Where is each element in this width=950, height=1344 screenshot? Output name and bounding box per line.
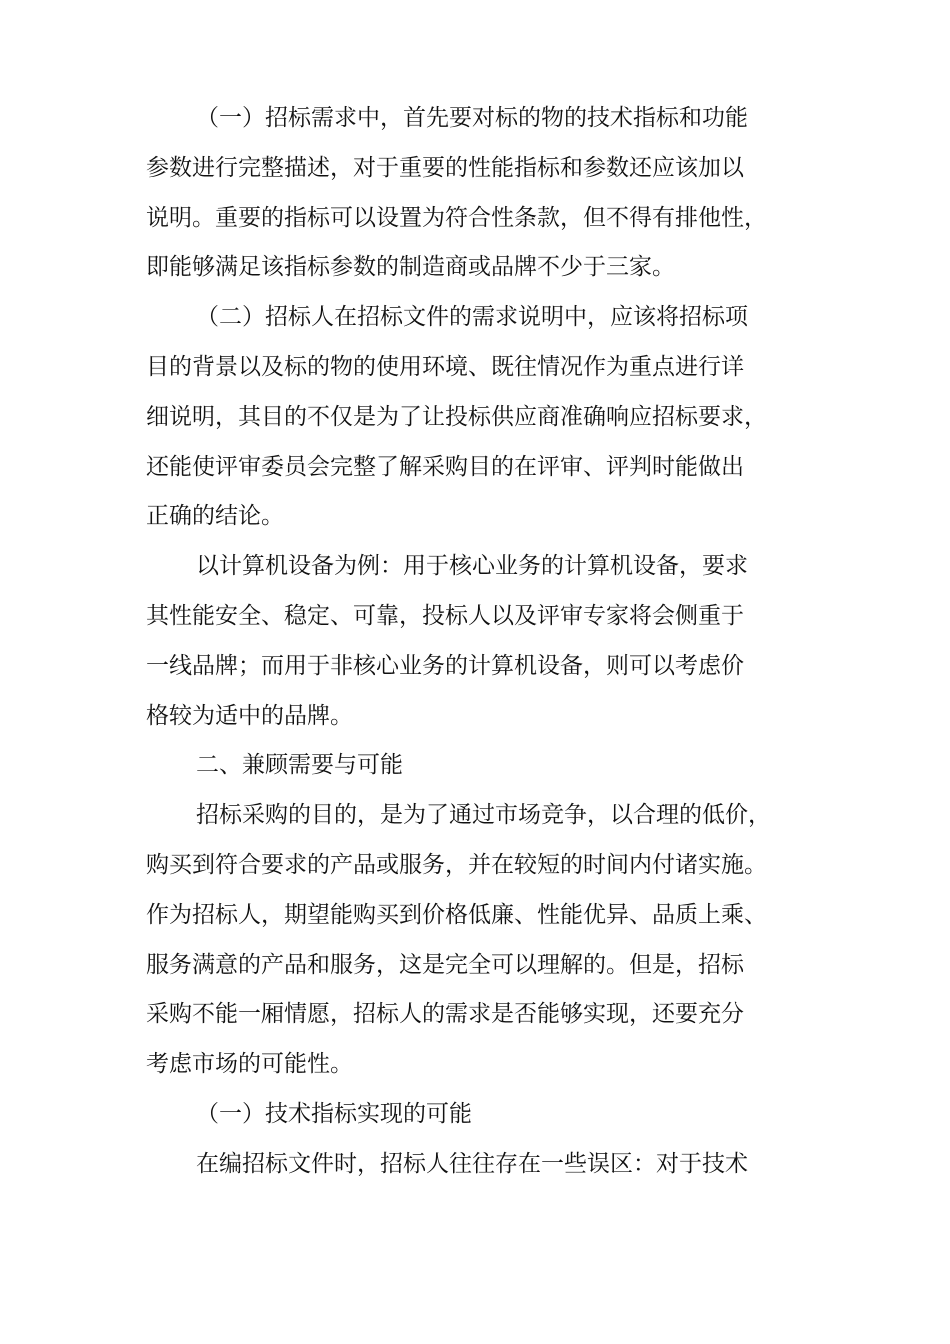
subsection-heading-text: （一）技术指标实现的可能 — [196, 1100, 472, 1127]
paragraph-line: 正确的结论。 — [146, 503, 284, 530]
paragraph-line: 格较为适中的品牌。 — [146, 702, 353, 729]
paragraph-line: 还能使评审委员会完整了解采购目的在评审、评判时能做出 — [146, 453, 744, 480]
section-heading-2 — [146, 741, 836, 791]
paragraph-line: 招标采购的目的，是为了通过市场竞争，以合理的低价， — [196, 802, 771, 829]
section-heading: 二、兼顾需要与可能 — [196, 752, 403, 779]
paragraph-4 — [146, 791, 836, 1090]
paragraph-line: （二）招标人在招标文件的需求说明中，应该将招标项 — [196, 304, 748, 331]
paragraph-line: 服务满意的产品和服务，这是完全可以理解的。但是，招标 — [146, 951, 744, 978]
document-body — [146, 94, 836, 1190]
paragraph-line: 其性能安全、稳定、可靠，投标人以及评审专家将会侧重于 — [146, 602, 744, 629]
paragraph-1 — [146, 94, 836, 293]
paragraph-3 — [146, 542, 836, 741]
paragraph-line: 参数进行完整描述，对于重要的性能指标和参数还应该加以 — [146, 154, 744, 181]
paragraph-line: 细说明，其目的不仅是为了让投标供应商准确响应招标要求， — [146, 403, 767, 430]
paragraph-line: 采购不能一厢情愿，招标人的需求是否能够实现，还要充分 — [146, 1001, 744, 1028]
paragraph-line: （一）招标需求中，首先要对标的物的技术指标和功能 — [196, 105, 748, 131]
paragraph-line: 以计算机设备为例：用于核心业务的计算机设备，要求 — [196, 553, 748, 580]
paragraph-line: 说明。重要的指标可以设置为符合性条款，但不得有排他性， — [146, 204, 767, 231]
paragraph-line: 目的背景以及标的物的使用环境、既往情况作为重点进行详 — [146, 353, 744, 380]
paragraph-line: 考虑市场的可能性。 — [146, 1051, 353, 1078]
paragraph-line: 作为招标人，期望能购买到价格低廉、性能优异、品质上乘、 — [146, 901, 767, 928]
subsection-heading — [146, 1090, 836, 1140]
paragraph-5 — [146, 1140, 836, 1190]
paragraph-line: 在编招标文件时，招标人往往存在一些误区：对于技术 — [196, 1150, 748, 1177]
paragraph-line: 即能够满足该指标参数的制造商或品牌不少于三家。 — [146, 254, 675, 281]
paragraph-line: 一线品牌；而用于非核心业务的计算机设备，则可以考虑价 — [146, 652, 744, 679]
paragraph-2 — [146, 293, 836, 542]
paragraph-line: 购买到符合要求的产品或服务，并在较短的时间内付诸实施。 — [146, 851, 767, 878]
